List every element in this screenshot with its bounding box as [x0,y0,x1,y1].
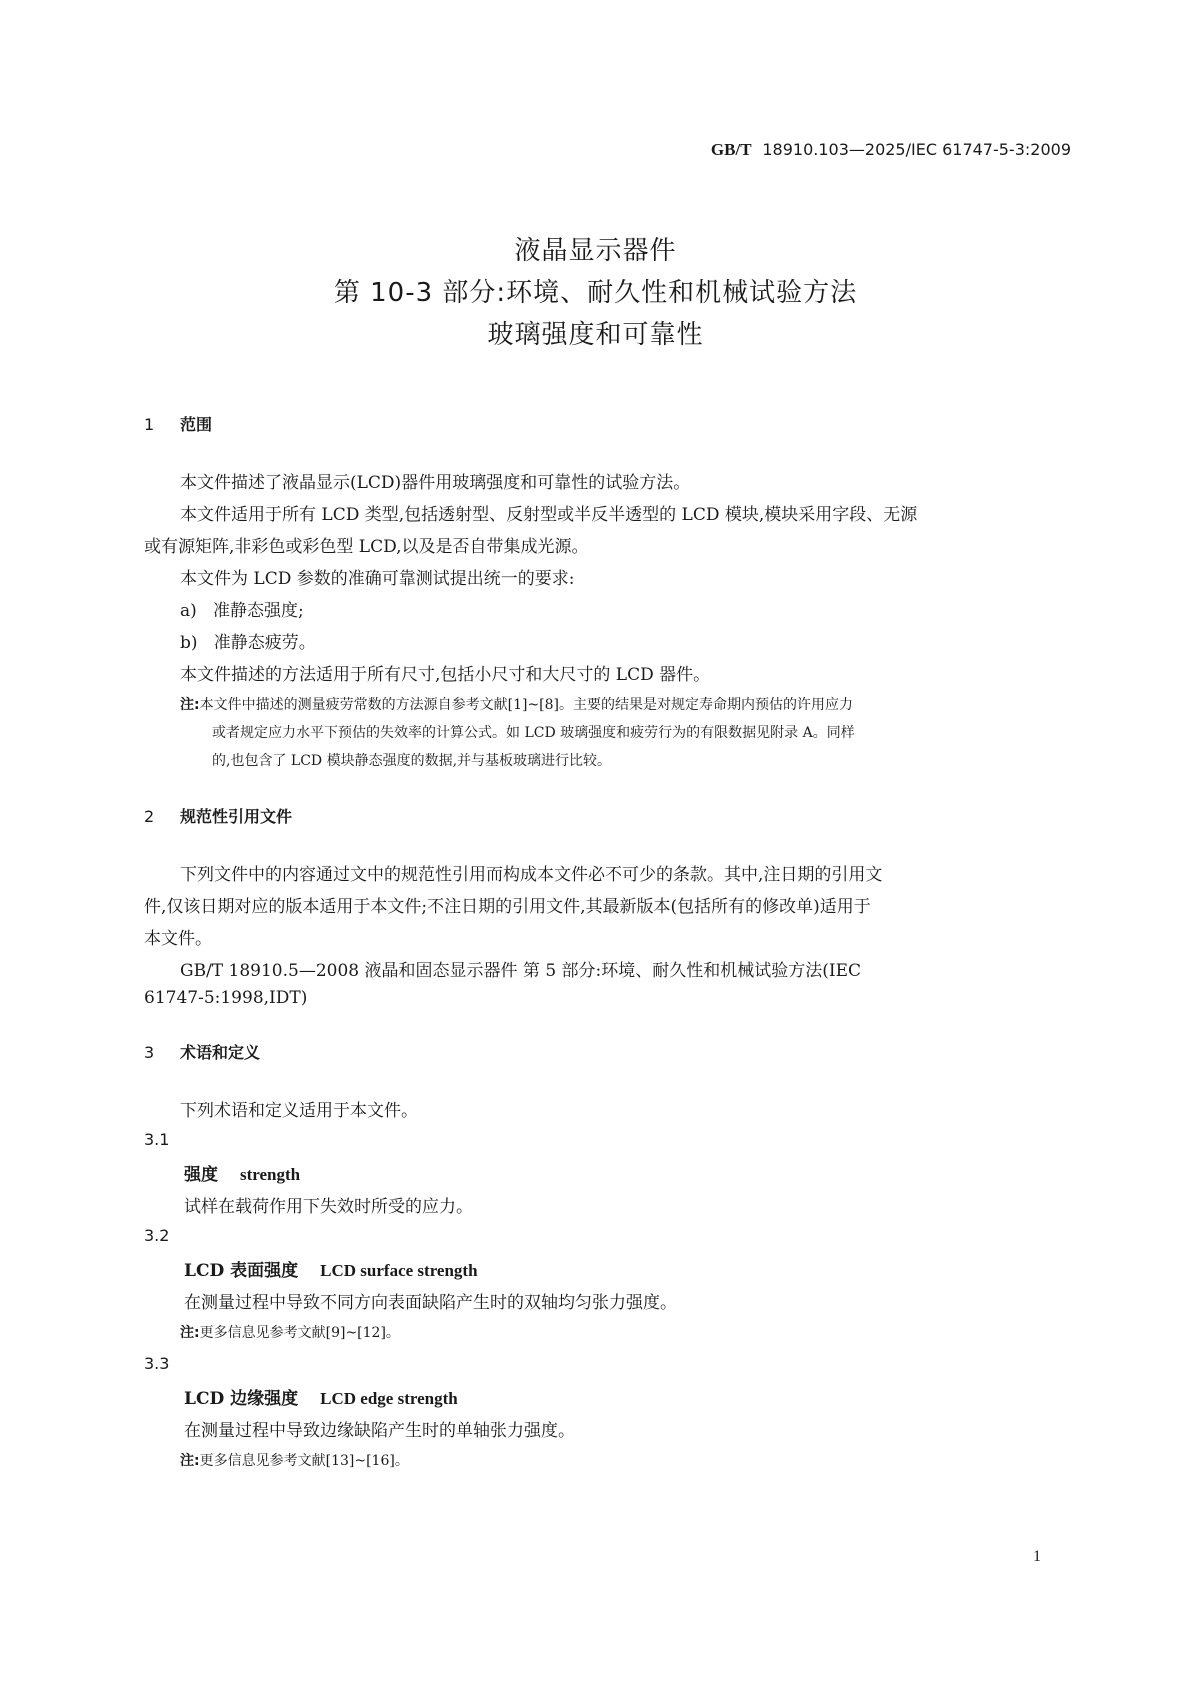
note-text: 本文件中描述的测量疲劳常数的方法源自参考文献[1]~[8]。主要的结果是对规定寿命期内预估的许用应力 [199,697,853,713]
term-en: LCD edge strength [320,1389,458,1408]
paragraph: 本文件描述了液晶显示(LCD)器件用玻璃强度和可靠性的试验方法。 [180,473,691,493]
note-continuation: 的,也包含了 LCD 模块静态强度的数据,并与基板玻璃进行比较。 [212,753,612,769]
term-definition: 试样在载荷作用下失效时所受的应力。 [184,1197,473,1217]
note-label: 注: [180,697,200,713]
title-line-3: 玻璃强度和可靠性 [487,320,704,350]
note-text: 更多信息见参考文献[9]~[12]。 [199,1325,400,1341]
paragraph: 本文件适用于所有 LCD 类型,包括透射型、反射型或半反半透型的 LCD 模块,模块采用字段、无源 [180,505,918,525]
list-text: 准静态强度; [213,601,304,621]
list-item [180,596,304,621]
paragraph-continuation: 本文件。 [144,929,212,949]
section-number: 2 [144,807,155,826]
term-title [184,1256,478,1281]
list-text: 准静态疲劳。 [213,633,316,653]
note [180,1450,409,1470]
title-line-2: 第 10-3 部分:环境、耐久性和机械试验方法 [333,278,858,308]
paragraph: 下列文件中的内容通过文中的规范性引用而构成本文件必不可少的条款。其中,注日期的引用文 [180,865,883,885]
list-marker: a) [180,601,197,621]
paragraph-continuation: 或有源矩阵,非彩色或彩色型 LCD,以及是否自带集成光源。 [144,537,589,557]
term-zh: 强度 [184,1165,218,1185]
term-number: 3.2 [144,1226,170,1245]
section-2-heading [144,804,292,827]
section-title: 范围 [180,415,213,434]
term-definition: 在测量过程中导致边缘缺陷产生时的单轴张力强度。 [184,1421,575,1441]
term-title [184,1160,300,1185]
term-number: 3.1 [144,1130,170,1149]
section-number: 1 [144,415,155,434]
term-number: 3.3 [144,1354,170,1373]
section-3-heading [144,1040,260,1063]
term-en: LCD surface strength [320,1261,478,1280]
section-1-heading [144,412,212,435]
title-line-1: 液晶显示器件 [514,236,677,266]
standard-code: 18910.103—2025/IEC 61747-5-3:2009 [762,140,1071,159]
section-title: 规范性引用文件 [180,807,293,826]
term-zh: LCD 边缘强度 [184,1389,299,1409]
term-title [184,1384,458,1409]
standard-prefix: GB/T [710,140,752,159]
note [180,1322,400,1342]
paragraph: 下列术语和定义适用于本文件。 [180,1101,418,1121]
page-number: 1 [1033,1548,1041,1565]
term-zh: LCD 表面强度 [184,1261,299,1281]
note-continuation: 或者规定应力水平下预估的失效率的计算公式。如 LCD 玻璃强度和疲劳行为的有限数据见附录 A。同样 [212,725,855,741]
term-definition: 在测量过程中导致不同方向表面缺陷产生时的双轴均匀张力强度。 [184,1293,677,1313]
note-text: 更多信息见参考文献[13]~[16]。 [199,1453,409,1469]
paragraph-continuation: 件,仅该日期对应的版本适用于本文件;不注日期的引用文件,其最新版本(包括所有的修改单)适用于 [144,897,871,917]
section-title: 术语和定义 [180,1043,261,1062]
note-label: 注: [180,1453,200,1469]
paragraph: 本文件为 LCD 参数的准确可靠测试提出统一的要求: [180,569,575,589]
note [180,694,853,714]
paragraph: 本文件描述的方法适用于所有尺寸,包括小尺寸和大尺寸的 LCD 器件。 [180,665,711,685]
standard-number [711,140,1071,160]
normative-reference-continuation: 61747-5:1998,IDT) [144,988,308,1008]
note-label: 注: [180,1325,200,1341]
normative-reference: GB/T 18910.5—2008 液晶和固态显示器件 第 5 部分:环境、耐久性和机械试验方法(IEC [180,961,862,981]
section-number: 3 [144,1043,155,1062]
list-item [180,628,316,653]
list-marker: b) [180,633,198,653]
term-en: strength [240,1165,301,1184]
